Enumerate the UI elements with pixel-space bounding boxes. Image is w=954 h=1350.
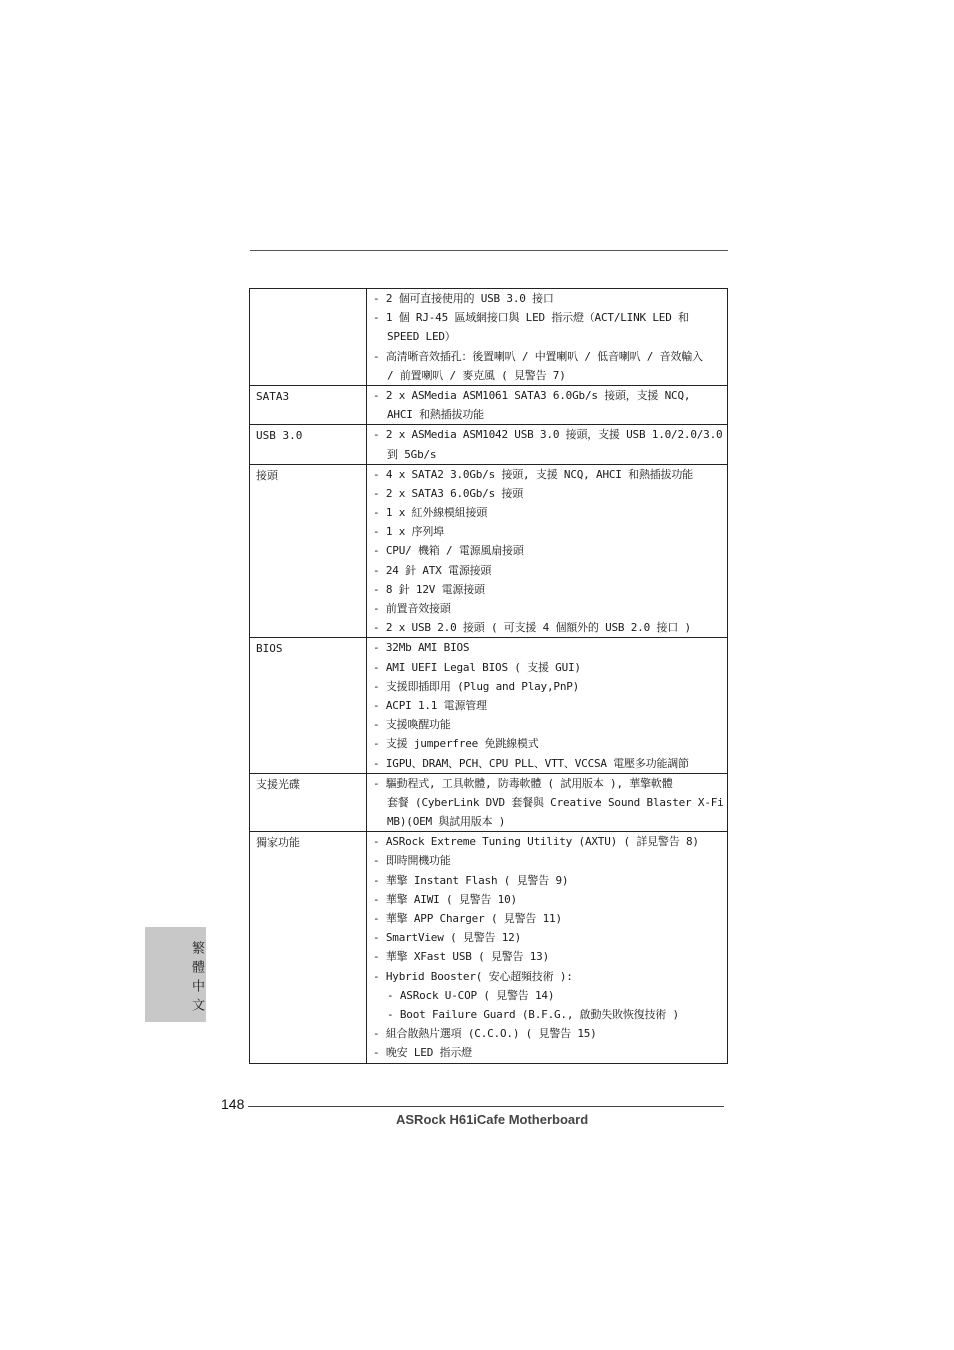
spec-item: - 8 針 12V 電源接頭 xyxy=(373,582,485,596)
footer-rule xyxy=(248,1106,724,1107)
language-tab xyxy=(145,927,206,1022)
spec-label xyxy=(250,289,367,386)
spec-row xyxy=(250,425,728,464)
spec-item: - 支援即插即用 (Plug and Play,PnP) xyxy=(373,679,580,693)
spec-item: - 24 針 ATX 電源接頭 xyxy=(373,563,492,577)
spec-table-body xyxy=(250,289,728,1064)
language-tab-label: 繁體中文 xyxy=(189,941,204,1017)
spec-item: - 1 x 紅外線模組接頭 xyxy=(373,506,488,520)
spec-label: USB 3.0 xyxy=(250,425,367,464)
spec-item: - 4 x SATA2 3.0Gb/s 接頭, 支援 NCQ, AHCI 和熱插拔功能 xyxy=(373,467,693,481)
spec-item: - Hybrid Booster( 安心超頻技術 ): xyxy=(373,969,573,983)
spec-item-continuation: SPEED LED） xyxy=(387,330,456,344)
spec-sub-item: - Boot Failure Guard (B.F.G., 啟動失敗恢復技術 ) xyxy=(387,1007,679,1021)
spec-item: - 1 x 序列埠 xyxy=(373,525,444,539)
spec-label: 支援光碟 xyxy=(250,773,367,832)
spec-item-continuation: / 前置喇叭 / 麥克風 ( 見警告 7) xyxy=(387,368,566,382)
spec-content xyxy=(367,289,728,386)
spec-item: - 支援 jumperfree 免跳線模式 xyxy=(373,737,539,751)
spec-item: - CPU/ 機箱 / 電源風扇接頭 xyxy=(373,544,524,558)
spec-item: - 華擎 Instant Flash ( 見警告 9) xyxy=(373,873,569,887)
spec-row xyxy=(250,464,728,638)
spec-content xyxy=(367,425,728,464)
spec-row xyxy=(250,385,728,424)
spec-row xyxy=(250,773,728,832)
spec-content xyxy=(367,638,728,773)
spec-item: - 華擎 AIWI ( 見警告 10) xyxy=(373,892,517,906)
spec-content xyxy=(367,773,728,832)
spec-table xyxy=(249,288,728,1064)
header-rule xyxy=(250,250,728,251)
spec-item: - 前置音效接頭 xyxy=(373,602,451,615)
footer-title: ASRock H61iCafe Motherboard xyxy=(396,1112,589,1127)
spec-label: 獨家功能 xyxy=(250,832,367,1063)
spec-item: - IGPU、DRAM、PCH、CPU PLL、VTT、VCCSA 電壓多功能調節 xyxy=(373,756,689,770)
spec-item: - 2 x USB 2.0 接頭 ( 可支援 4 個額外的 USB 2.0 接口 ) xyxy=(373,621,691,635)
page-number: 148 xyxy=(221,1096,245,1112)
spec-item: - 2 x ASMedia ASM1061 SATA3 6.0Gb/s 接頭，支援 NCQ, xyxy=(373,388,691,402)
spec-item: - SmartView ( 見警告 12) xyxy=(373,931,522,945)
spec-content xyxy=(367,385,728,424)
spec-label: 接頭 xyxy=(250,464,367,638)
spec-row xyxy=(250,289,728,386)
spec-sub-item: - ASRock U-COP ( 見警告 14) xyxy=(387,988,555,1002)
spec-content xyxy=(367,464,728,638)
spec-item-continuation: AHCI 和熱插拔功能 xyxy=(387,408,484,422)
spec-item: - 32Mb AMI BIOS xyxy=(373,641,470,655)
spec-item: - 2 x ASMedia ASM1042 USB 3.0 接頭，支援 USB 1.0/2.0/3.0 xyxy=(373,428,723,442)
spec-row xyxy=(250,832,728,1063)
spec-item: - 組合散熱片選項 (C.C.O.) ( 見警告 15) xyxy=(373,1027,597,1041)
spec-item: - 晚安 LED 指示燈 xyxy=(373,1046,472,1060)
spec-item: - 2 個可直接使用的 USB 3.0 接口 xyxy=(373,292,554,305)
spec-item: - 高清晰音效插孔：後置喇叭 / 中置喇叭 / 低音喇叭 / 音效輸入 xyxy=(373,349,703,363)
spec-item: - AMI UEFI Legal BIOS ( 支援 GUI) xyxy=(373,660,581,674)
spec-item: - 華擎 APP Charger ( 見警告 11) xyxy=(373,912,562,925)
spec-label: SATA3 xyxy=(250,385,367,424)
spec-item: - 1 個 RJ-45 區域網接口與 LED 指示燈（ACT/LINK LED 和 xyxy=(373,311,689,325)
spec-label: BIOS xyxy=(250,638,367,773)
spec-item: - 支援喚醒功能 xyxy=(373,718,451,732)
spec-item: - 華擎 XFast USB ( 見警告 13) xyxy=(373,950,550,964)
spec-item-continuation: MB)(OEM 與試用版本 ) xyxy=(387,815,506,829)
spec-item: - ASRock Extreme Tuning Utility (AXTU) ( 詳見警告 8) xyxy=(373,835,699,849)
spec-content xyxy=(367,832,728,1063)
spec-item-continuation: 套餐 (CyberLink DVD 套餐與 Creative Sound Blaster X-Fi xyxy=(387,795,724,809)
spec-item: - 2 x SATA3 6.0Gb/s 接頭 xyxy=(373,486,524,500)
spec-item-continuation: 到 5Gb/s xyxy=(387,447,437,461)
spec-item: - 驅動程式, 工具軟體, 防毒軟體 ( 試用版本 ), 華擎軟體 xyxy=(373,776,673,790)
spec-item: - ACPI 1.1 電源管理 xyxy=(373,698,487,712)
spec-row xyxy=(250,638,728,773)
spec-item: - 即時開機功能 xyxy=(373,854,451,868)
